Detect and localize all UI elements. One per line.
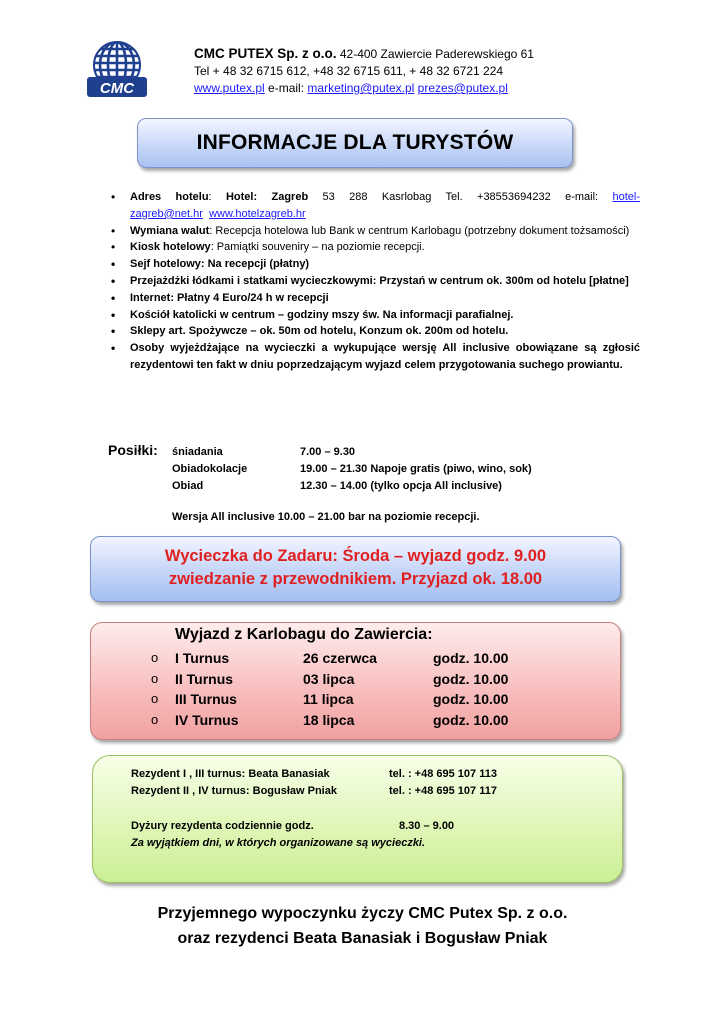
circle-bullet-icon: o [151, 670, 159, 686]
exchange-text: : Recepcja hotelowa lub Bank w centrum Karlobagu (potrzebny dokument tożsamości) [209, 224, 630, 237]
resident-duty [131, 818, 454, 852]
list-item-exchange [110, 223, 640, 240]
excursion-line-1: Wycieczka do Zadaru: Środa – wyjazd godz. 9.00 [164, 547, 547, 565]
resident-row [131, 766, 497, 783]
kiosk-label: Kiosk hotelowy [130, 241, 211, 254]
meal-time: 12.30 – 14.00 (tylko opcja All inclusive) [300, 480, 502, 492]
hotel-name: Hotel: Zagreb [225, 191, 309, 203]
departure-box [90, 622, 621, 740]
company-header [194, 45, 534, 97]
resident-phone: tel. : +48 695 107 117 [389, 785, 497, 797]
excursion-line-2: zwiedzanie z przewodnikiem. Przyjazd ok. 18.00 [168, 570, 543, 588]
email-marketing-link[interactable]: marketing@putex.pl [307, 81, 415, 95]
logo-text: CMC [99, 80, 135, 97]
turnus-row [151, 648, 508, 669]
circle-bullet-icon: o [151, 691, 159, 707]
list-item-hotel: • Adres hotelu: Hotel: Zagreb 53 288 Kasrlobag Tel. +38553694232 e-mail: hotel-zagreb@net.hr www.hotelzagreb.hr [110, 189, 640, 223]
turnus-time: godz. 10.00 [433, 712, 509, 729]
resident-label: Rezydent I , III turnus: Beata Banasiak [131, 768, 330, 780]
turnus-date: 11 lipca [303, 691, 354, 708]
all-inclusive-note: Wersja All inclusive 10.00 – 21.00 bar na poziomie recepcji. [172, 511, 480, 523]
turnus-time: godz. 10.00 [433, 650, 509, 666]
meal-time: 7.00 – 9.30 [300, 446, 356, 458]
kiosk-text: : Pamiątki souveniry – na poziomie recepcji. [210, 241, 425, 254]
footer-line-1: Przyjemnego wypoczynku życzy CMC Putex Sp. z o.o. [157, 905, 568, 922]
page-title: INFORMACJE DLA TURYSTÓW [196, 131, 514, 154]
hotel-label: Adres hotelu [130, 191, 209, 203]
meal-row [172, 444, 532, 461]
circle-bullet-icon: o [151, 712, 159, 728]
resident-row [131, 783, 497, 800]
hotel-site-link[interactable]: www.hotelzagreb.hr [209, 207, 306, 220]
resident-box [92, 755, 623, 883]
list-item-excursions: • Osoby wyjeżdżające na wycieczki a wykupujące wersję All inclusive obowiązane są zgłosić rezydentowi ten fakt w dniu poprzedzającym wyjazd celem przygotowania suchego prowiantu. [110, 340, 640, 374]
website-link[interactable]: www.putex.pl [194, 81, 265, 95]
duty-exception: Za wyjątkiem dni, w których organizowane są wycieczki. [131, 837, 426, 849]
meal-row [172, 478, 532, 495]
globe-logo-icon [84, 40, 150, 102]
company-address: 42-400 Zawiercie Paderewskiego 61 [339, 47, 534, 61]
meal-name: Obiad [172, 480, 204, 492]
turnus-name: I Turnus [175, 650, 230, 666]
list-item-boats: • Przejażdżki łódkami i statkami wycieczkowymi: Przystań w centrum ok. 300m od hotelu [płatne] [110, 273, 640, 290]
company-name: CMC PUTEX Sp. z o.o. [194, 46, 337, 61]
exchange-label: Wymiana walut [130, 224, 210, 237]
duty-time: 8.30 – 9.00 [399, 820, 455, 832]
turnus-time: godz. 10.00 [433, 691, 509, 708]
footer-greeting [0, 901, 725, 951]
meal-time: 19.00 – 21.30 Napoje gratis (piwo, wino, sok) [300, 463, 532, 475]
company-logo [84, 40, 150, 102]
turnus-name: III Turnus [175, 691, 237, 708]
meals-table [172, 444, 532, 495]
turnus-row [151, 689, 508, 710]
list-item-safe: • Sejf hotelowy: Na recepcji (płatny) [110, 256, 640, 273]
meal-row [172, 461, 532, 478]
meals-label: Posiłki: [108, 442, 158, 458]
turnus-row [151, 710, 508, 731]
excursion-box [90, 536, 621, 602]
turnus-date: 18 lipca [303, 712, 355, 729]
list-item-internet: • Internet: Płatny 4 Euro/24 h w recepcji [110, 290, 640, 307]
turnus-date: 26 czerwca [303, 650, 377, 666]
list-item-church: • Kościół katolicki w centrum – godziny mszy św. Na informacji parafialnej. [110, 307, 640, 324]
meal-name: śniadania [172, 446, 223, 458]
turnus-time: godz. 10.00 [433, 670, 509, 687]
list-item-kiosk [110, 239, 640, 256]
resident-phone: tel. : +48 695 107 113 [389, 768, 497, 780]
turnus-name: IV Turnus [175, 712, 239, 729]
footer-line-2: oraz rezydenci Beata Banasiak i Bogusław Pniak [177, 930, 548, 947]
company-phones: Tel + 48 32 6715 612, +48 32 6715 611, + 48 32 6721 224 [194, 64, 504, 78]
list-item-shops: • Sklepy art. Spożywcze – ok. 50m od hotelu, Konzum ok. 200m od hotelu. [110, 323, 640, 340]
duty-row [131, 818, 454, 835]
email-prezes-link[interactable]: prezes@putex.pl [417, 81, 508, 95]
resident-label: Rezydent II , IV turnus: Bogusław Pniak [131, 785, 337, 797]
info-list [110, 189, 640, 374]
hotel-address: 53 288 Kasrlobag Tel. +38553694232 e-mail: [308, 191, 613, 203]
hotel-email-link[interactable]: hotel-zagreb@net.hr [130, 191, 640, 220]
turnus-name: II Turnus [175, 670, 234, 687]
turnus-list [151, 648, 508, 731]
meal-name: Obiadokolacje [172, 463, 248, 475]
email-label: e-mail: [268, 81, 305, 95]
turnus-date: 03 lipca [303, 670, 355, 687]
duty-label: Dyżury rezydenta codziennie godz. [131, 820, 314, 832]
departure-heading: Wyjazd z Karlobagu do Zawiercia: [175, 626, 433, 643]
resident-contacts [131, 766, 497, 800]
title-box [137, 118, 573, 168]
circle-bullet-icon: o [151, 650, 159, 665]
turnus-row [151, 669, 508, 690]
